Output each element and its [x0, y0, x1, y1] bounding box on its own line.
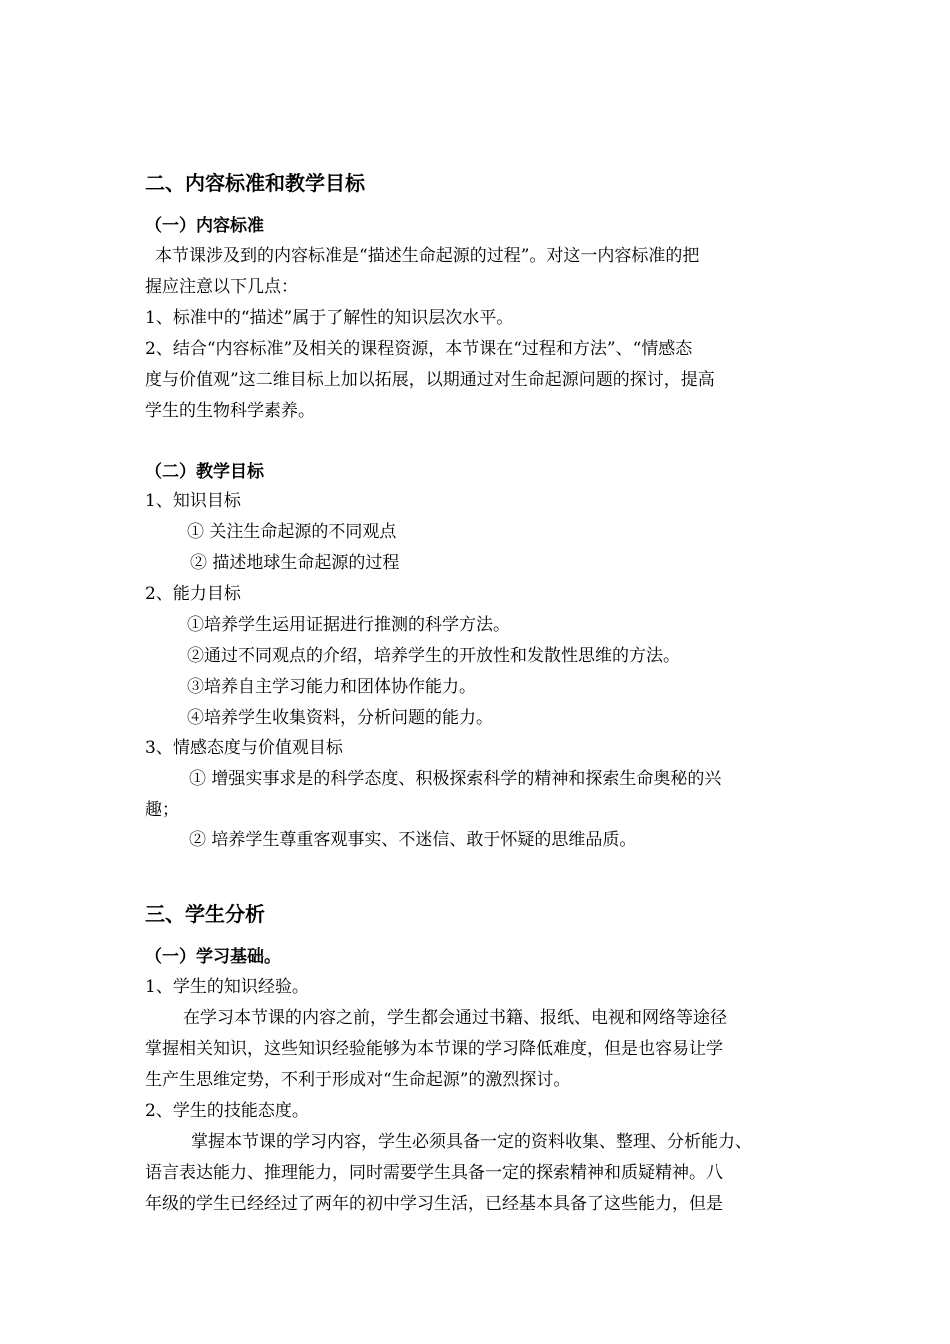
list-item: ② 培养学生尊重客观事实、不迷信、敢于怀疑的思维品质。: [189, 830, 637, 850]
list-item: 2、学生的技能态度。: [145, 1101, 309, 1121]
paragraph-line: 在学习本节课的内容之前，学生都会通过书籍、报纸、电视和网络等途径: [183, 1008, 727, 1028]
section3-heading: 三、学生分析: [145, 902, 265, 926]
paragraph-line: 年级的学生已经经过了两年的初中学习生活，已经基本具备了这些能力，但是: [145, 1194, 723, 1214]
content-standard-heading: （一）内容标准: [145, 216, 264, 236]
paragraph-line: 本节课涉及到的内容标准是“描述生命起源的过程”。对这一内容标准的把: [155, 246, 700, 266]
list-item: 1、学生的知识经验。: [145, 977, 309, 997]
teaching-goals-heading: （二）教学目标: [145, 462, 264, 482]
paragraph-line: 生产生思维定势，不利于形成对“生命起源”的激烈探讨。: [145, 1070, 571, 1090]
paragraph-line: 掌握本节课的学习内容，学生必须具备一定的资料收集、整理、分析能力、: [191, 1132, 752, 1152]
list-item: ④培养学生收集资料，分析问题的能力。: [187, 708, 493, 728]
paragraph-line: 语言表达能力、推理能力，同时需要学生具备一定的探索精神和质疑精神。八: [145, 1163, 723, 1183]
goal-category-label: 2、能力目标: [145, 584, 241, 604]
list-item: 2、结合“内容标准”及相关的课程资源，本节课在“过程和方法”、“情感态: [145, 339, 693, 359]
section2-heading: 二、内容标准和教学目标: [145, 171, 365, 195]
list-item: ① 增强实事求是的科学态度、积极探索科学的精神和探索生命奥秘的兴: [189, 769, 722, 789]
paragraph-line: 掌握相关知识，这些知识经验能够为本节课的学习降低难度，但是也容易让学: [145, 1039, 723, 1059]
list-item: 1、标准中的“描述”属于了解性的知识层次水平。: [145, 308, 514, 328]
list-item: ②通过不同观点的介绍，培养学生的开放性和发散性思维的方法。: [187, 646, 680, 666]
list-item: ② 描述地球生命起源的过程: [190, 553, 400, 573]
paragraph-line: 趣；: [145, 800, 179, 820]
paragraph-line: 握应注意以下几点：: [145, 277, 298, 297]
list-item: ③培养自主学习能力和团体协作能力。: [187, 677, 476, 697]
goal-category-label: 3、情感态度与价值观目标: [145, 738, 343, 758]
list-item: ①培养学生运用证据进行推测的科学方法。: [187, 615, 510, 635]
goal-category-label: 1、知识目标: [145, 491, 241, 511]
paragraph-line: 度与价值观”这二维目标上加以拓展，以期通过对生命起源问题的探讨，提高: [145, 370, 715, 390]
learning-basis-heading: （一）学习基础。: [145, 947, 281, 967]
paragraph-line: 学生的生物科学素养。: [145, 401, 315, 421]
list-item: ① 关注生命起源的不同观点: [187, 522, 397, 542]
